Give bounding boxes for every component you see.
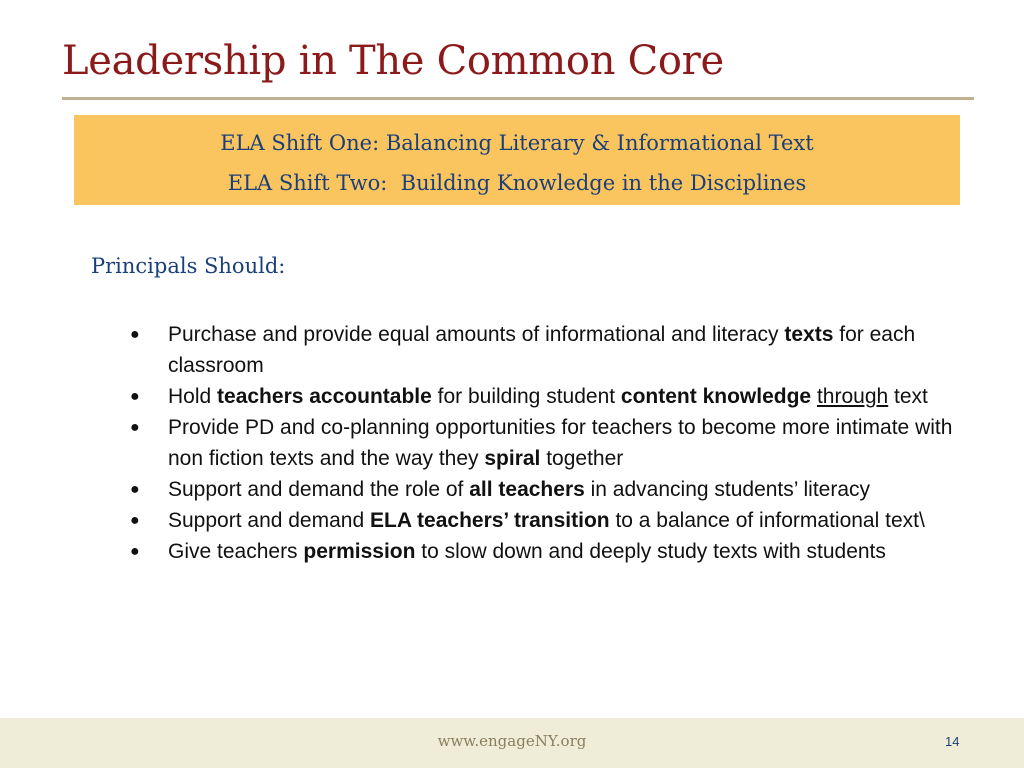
bullet-item-hold-accountable	[130, 381, 960, 412]
bullet-emphasis: permission	[303, 540, 416, 563]
bullet-emphasis: ELA teachers’ transition	[369, 509, 610, 532]
bullet-item-permission	[130, 536, 960, 567]
banner-line-shift-two: ELA Shift Two: Building Knowledge in the Disciplines	[227, 171, 807, 195]
bullet-text: together	[540, 447, 624, 470]
footer-url-link[interactable]: www.engageNY.org	[437, 732, 587, 750]
bullet-text: Support and demand the role of	[168, 478, 470, 501]
bullet-text: to slow down and deeply study texts with students	[415, 540, 886, 563]
bullet-text: Provide PD and co-planning opportunities for teachers to become more intimate with non fiction texts and the way they	[168, 416, 953, 470]
slide-title: Leadership in The Common Core	[62, 38, 724, 84]
bullet-dot-icon: ●	[130, 326, 140, 343]
bullet-dot-icon: ●	[130, 419, 140, 436]
bullet-text: in advancing students’ literacy	[584, 478, 871, 501]
bullet-text: text	[888, 385, 928, 408]
bullet-emphasis: spiral	[484, 447, 541, 470]
title-divider	[62, 97, 974, 100]
bullet-item-provide-pd	[130, 412, 960, 474]
principals-should-heading: Principals Should:	[91, 254, 286, 278]
bullet-item-ela-transition	[130, 505, 960, 536]
shifts-banner	[74, 115, 960, 205]
bullet-text: Support and demand	[168, 509, 370, 532]
bullet-text: Purchase and provide equal amounts of informational and literacy	[168, 323, 785, 346]
bullet-underlined: through	[816, 385, 889, 408]
bullet-text: Hold	[168, 385, 218, 408]
bullet-text: for each classroom	[168, 323, 916, 377]
bullet-emphasis: content knowledge	[620, 385, 812, 408]
banner-line-shift-one: ELA Shift One: Balancing Literary & Informational Text	[220, 131, 814, 155]
bullet-dot-icon: ●	[130, 512, 140, 529]
bullet-dot-icon: ●	[130, 543, 140, 560]
bullet-emphasis: texts	[784, 323, 834, 346]
bullet-text: for building student	[431, 385, 621, 408]
bullet-text: Give teachers	[168, 540, 304, 563]
footer-bar	[0, 718, 1024, 768]
bullet-emphasis: teachers accountable	[217, 385, 432, 408]
bullet-emphasis: all teachers	[469, 478, 585, 501]
bullet-item-purchase-texts	[130, 319, 960, 381]
bullet-item-all-teachers	[130, 474, 960, 505]
bullet-dot-icon: ●	[130, 388, 140, 405]
bullet-dot-icon: ●	[130, 481, 140, 498]
bullet-text: to a balance of informational text\	[609, 509, 925, 532]
page-number: 14	[945, 734, 960, 749]
bullet-list	[130, 319, 960, 567]
